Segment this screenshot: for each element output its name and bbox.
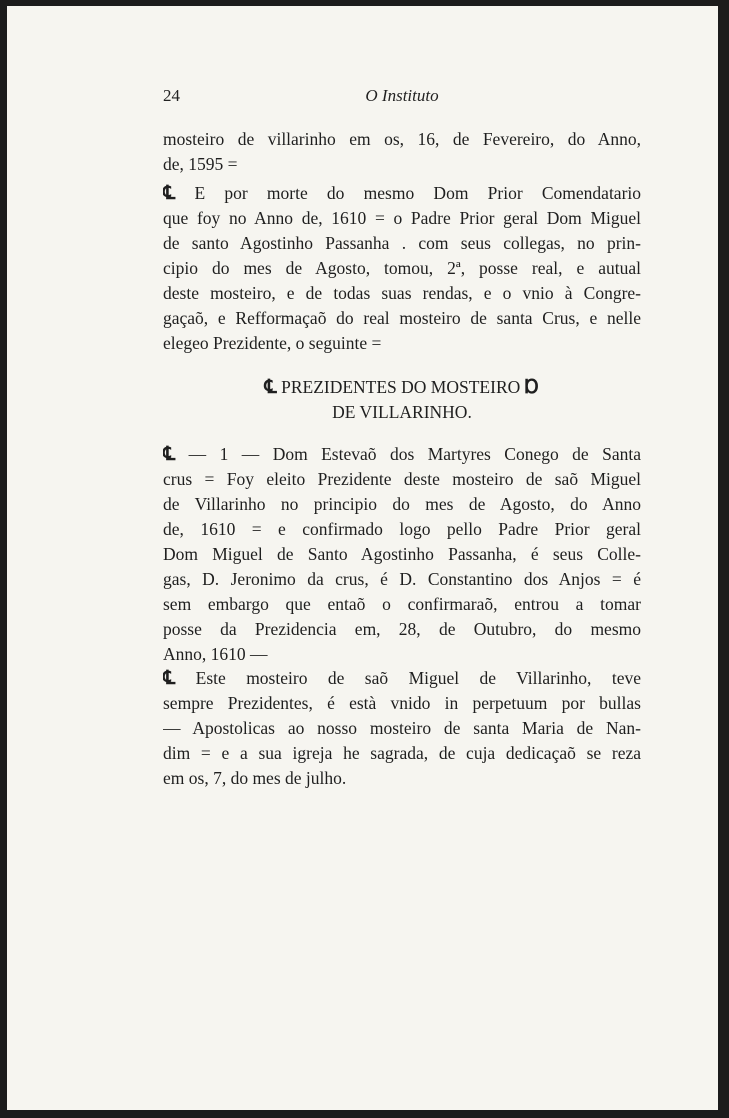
paragraph-3: [163, 442, 641, 667]
heading-mark-close: Ɒ: [524, 377, 540, 398]
text-line: Dom Miguel de Santo Agostinho Passanha, é seus Colle-: [163, 544, 641, 564]
text-line: mosteiro de villarinho em os, 16, de Fevereiro, do Anno,: [163, 129, 641, 149]
text-line: deste mosteiro, e de todas suas rendas, e o vnio à Congre-: [163, 283, 641, 303]
text-line: gaçaõ, e Refformaçaõ do real mosteiro de santa Crus, e nelle: [163, 308, 641, 328]
text-line: gas, D. Jeronimo da crus, é D. Constantino dos Anjos = é: [163, 569, 641, 589]
page-number: 24: [163, 86, 180, 105]
heading-mark-open: ℄: [264, 377, 277, 398]
text-line-content: Este mosteiro de saõ Miguel de Villarinho, teve: [195, 668, 641, 688]
text-line: dim = e a sua igreja he sagrada, de cuja dedicaçaõ se reza: [163, 743, 641, 763]
journal-title: O Instituto: [365, 86, 439, 105]
paragraph-mark: ℄: [163, 183, 176, 204]
section-heading: [163, 375, 641, 425]
text-line: posse da Prezidencia em, 28, de Outubro, do mesmo: [163, 619, 641, 639]
paragraph-mark: ℄: [163, 444, 176, 465]
text-line: crus = Foy eleito Prezidente deste mosteiro de saõ Miguel: [163, 469, 641, 489]
text-line: [163, 666, 641, 691]
heading-line-1: [163, 375, 641, 400]
text-line: cipio do mes de Agosto, tomou, 2ª, posse real, e autual: [163, 258, 641, 278]
text-line: sem embargo que entaõ o confirmaraõ, entrou a tomar: [163, 594, 641, 614]
text-line: de Villarinho no principio do mes de Agosto, do Anno: [163, 494, 641, 514]
text-line: de santo Agostinho Passanha . com seus collegas, no prin-: [163, 233, 641, 253]
text-line: que foy no Anno de, 1610 = o Padre Prior geral Dom Miguel: [163, 208, 641, 228]
text-line: de, 1610 = e confirmado logo pello Padre Prior geral: [163, 519, 641, 539]
paragraph-4: [163, 666, 641, 791]
running-head: [163, 86, 641, 110]
text-line: [163, 181, 641, 206]
text-line: de, 1595 =: [163, 154, 238, 174]
text-line: — Apostolicas ao nosso mosteiro de santa Maria de Nan-: [163, 718, 641, 738]
paragraph-mark: ℄: [163, 668, 176, 689]
text-line: elegeo Prezidente, o seguinte =: [163, 333, 382, 353]
text-line-content: — 1 — Dom Estevaõ dos Martyres Conego de Santa: [188, 444, 641, 464]
paragraph-2: [163, 181, 641, 356]
book-page: [7, 6, 718, 1110]
text-line: Anno, 1610 —: [163, 644, 268, 664]
text-line: sempre Prezidentes, é està vnido in perpetuum por bullas: [163, 693, 641, 713]
text-line: em os, 7, do mes de julho.: [163, 768, 347, 788]
heading-line-2: DE VILLARINHO.: [332, 402, 472, 422]
paragraph-1: [163, 127, 641, 177]
text-line-content: E por morte do mesmo Dom Prior Comendatario: [194, 183, 641, 203]
text-line: [163, 442, 641, 467]
heading-text: PREZIDENTES DO MOSTEIRO: [281, 377, 521, 397]
